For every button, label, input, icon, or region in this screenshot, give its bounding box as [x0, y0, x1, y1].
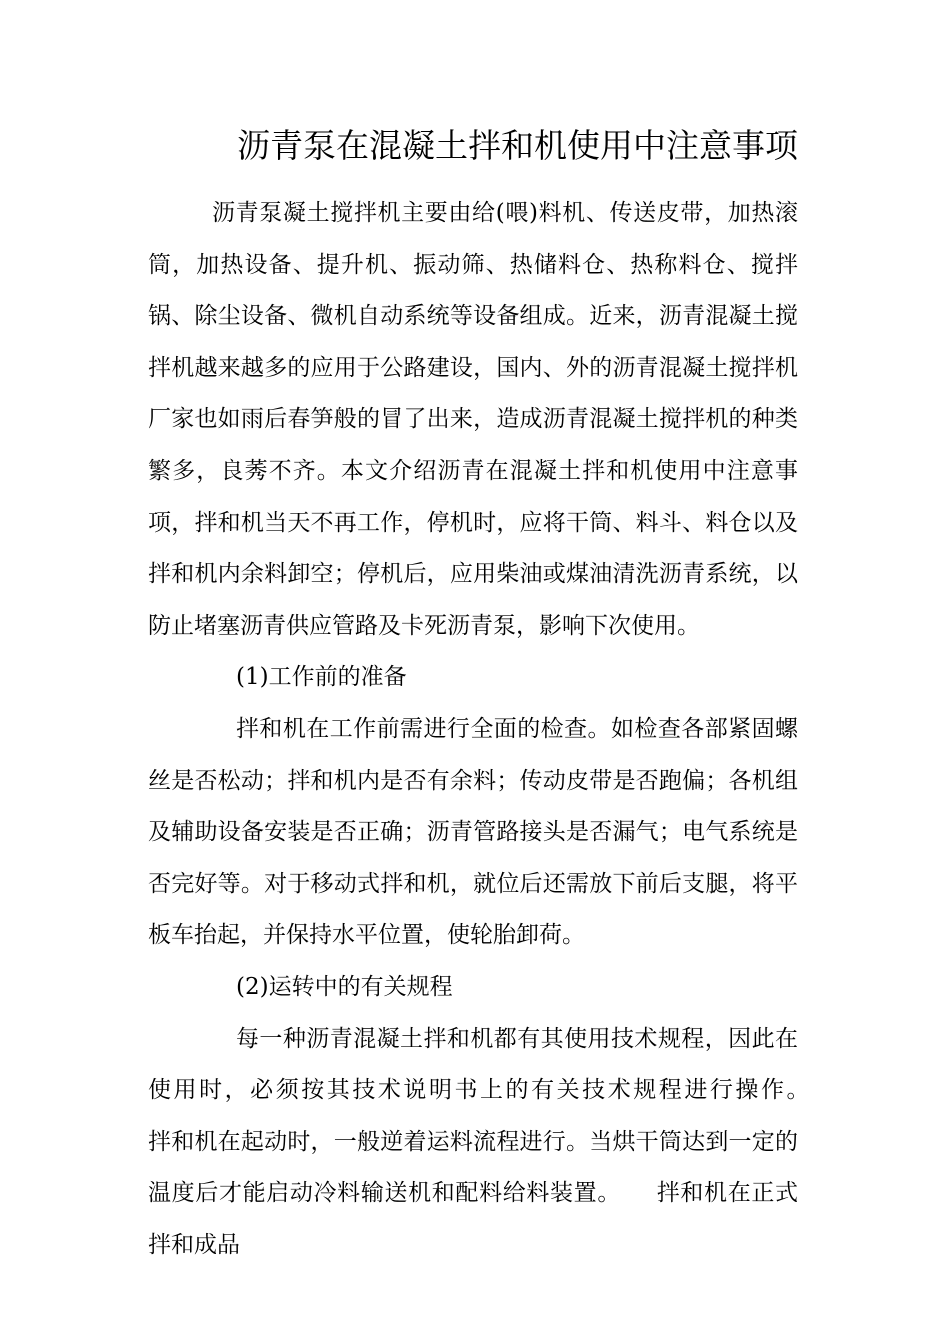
section-1-paragraph: 拌和机在工作前需进行全面的检查。如检查各部紧固螺丝是否松动；拌和机内是否有余料；传动皮带是否跑偏；各机组及辅助设备安装是否正确；沥青管路接头是否漏气；电气系统是否完好等。对于移动式拌和机，就位后还需放下前后支腿，将平板车抬起，并保持水平位置，使轮胎卸荷。 [148, 715, 798, 949]
document-title: 沥青泵在混凝土拌和机使用中注意事项 [237, 126, 798, 165]
document-body [148, 188, 844, 1271]
intro-paragraph: 沥青泵凝土搅拌机主要由给(喂)料机、传送皮带，加热滚筒，加热设备、提升机、振动筛、热储料仓、热称料仓、搅拌锅、除尘设备、微机自动系统等设备组成。近来，沥青混凝土搅拌机越来越多的应用于公路建设，国内、外的沥青混凝土搅拌机厂家也如雨后春笋般的冒了出来，造成沥青混凝土搅拌机的种类繁多，良莠不齐。本文介绍沥青在混凝土拌和机使用中注意事项，拌和机当天不再工作，停机时，应将干筒、料斗、料仓以及拌和机内余料卸空；停机后，应用柴油或煤油清洗沥青系统，以防止堵塞沥青供应管路及卡死沥青泵，影响下次使用。 [148, 200, 798, 639]
section-2-heading: (2)运转中的有关规程 [236, 973, 453, 1000]
section-2-paragraph: 每一种沥青混凝土拌和机都有其使用技术规程，因此在使用时，必须按其技术说明书上的有关技术规程进行操作。 拌和机在起动时，一般逆着运料流程进行。当烘干筒达到一定的温度后才能启动冷料输送机和配料给料装置。 拌和机在正式拌和成品 [148, 1025, 844, 1258]
section-1-heading: (1)工作前的准备 [236, 664, 407, 691]
